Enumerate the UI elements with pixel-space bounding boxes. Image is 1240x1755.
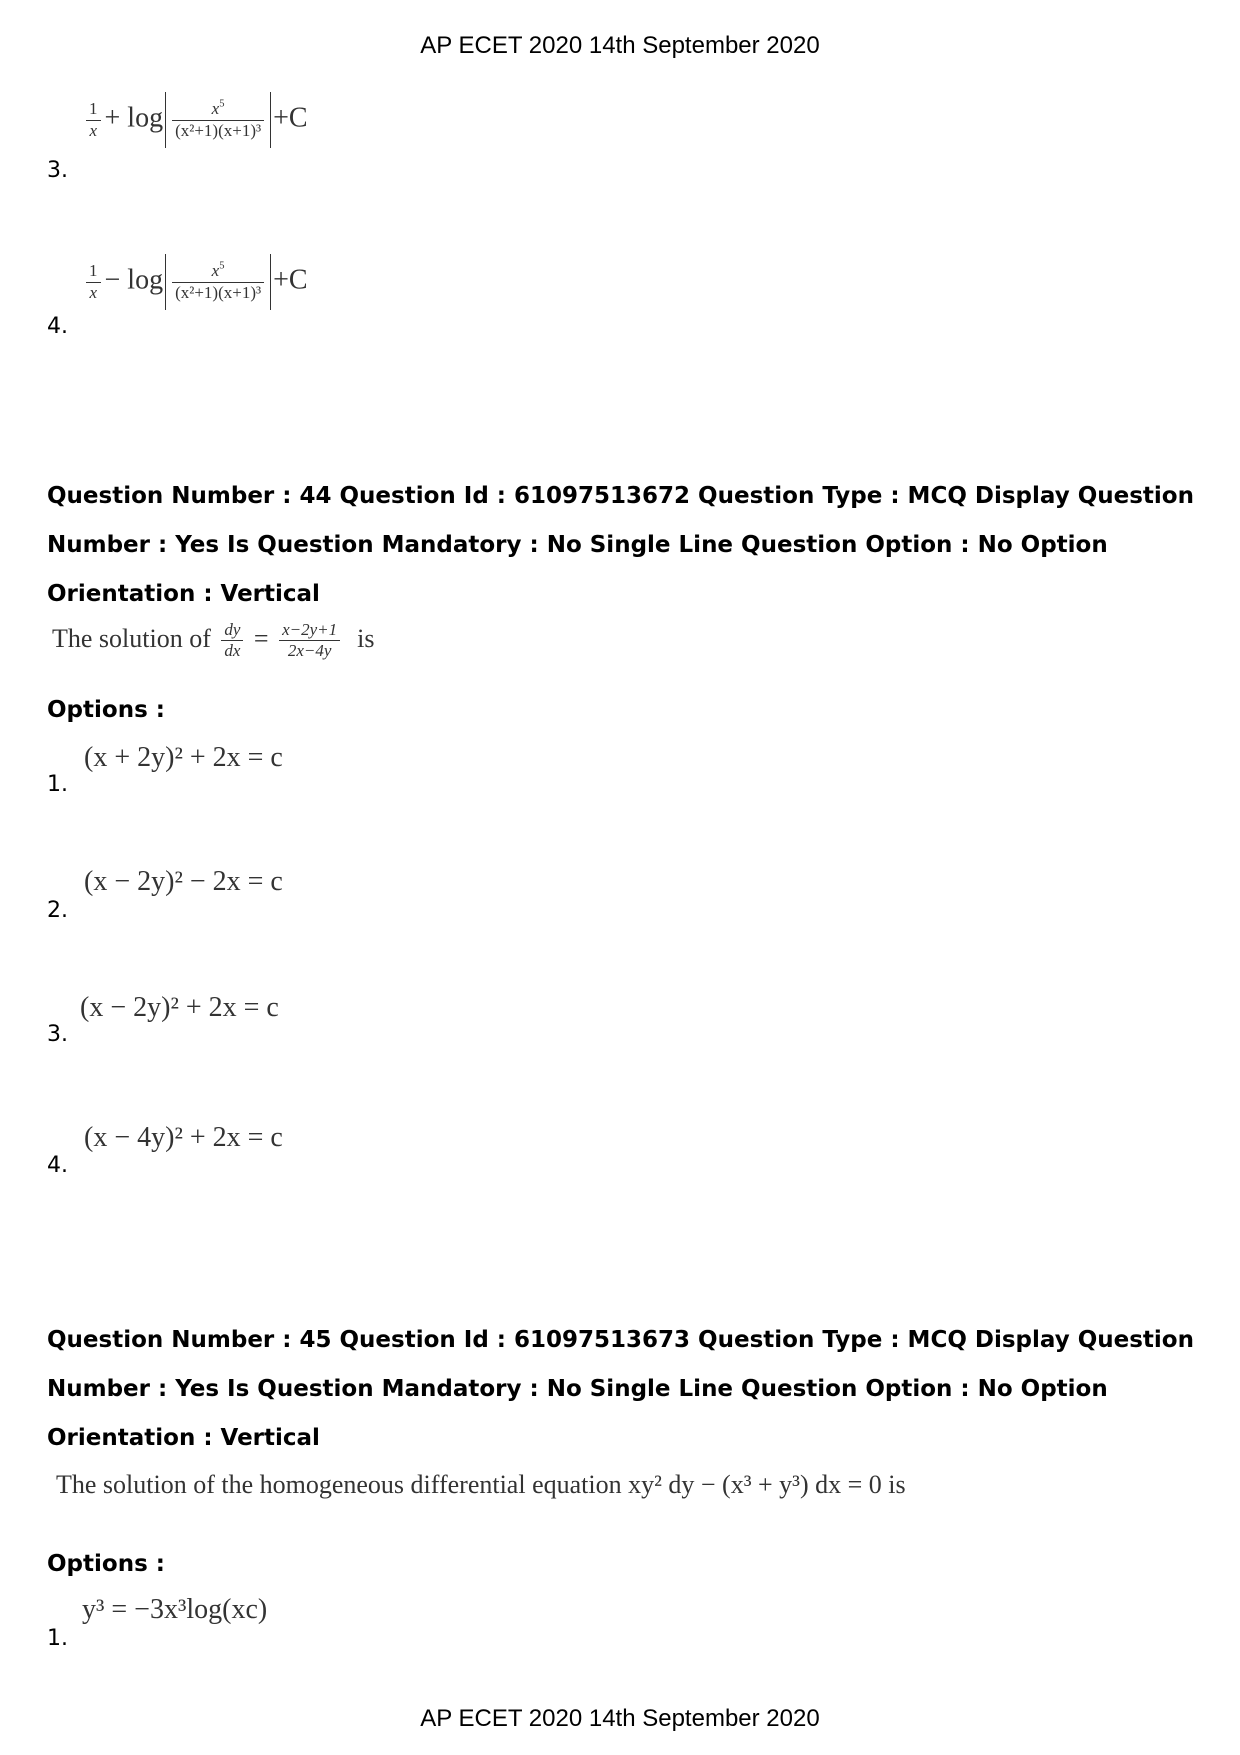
q45-option-1-formula[interactable]: y³ = −3x³log(xc) bbox=[82, 1594, 268, 1625]
q45-option-1-number: 1. bbox=[47, 1626, 68, 1651]
q44-option-3-formula[interactable]: (x − 2y)² + 2x = c bbox=[80, 992, 279, 1023]
q45-meta-line2: Number : Yes Is Question Mandatory : No Single Line Question Option : No Option bbox=[47, 1376, 1108, 1402]
q44-option-1-formula[interactable]: (x + 2y)² + 2x = c bbox=[84, 742, 283, 773]
page-footer: AP ECET 2020 14th September 2020 bbox=[420, 1705, 820, 1732]
prev-option-3-number: 3. bbox=[47, 158, 68, 183]
dy-dx-fraction: $\frac{dy}{dx}$ bbox=[221, 620, 243, 662]
q44-stem: The solution of $\frac{dy}{dx}$ = $\frac{x-2y+1}{2x-4y}$ is bbox=[52, 620, 375, 661]
q45-meta bbox=[47, 1316, 1197, 1463]
lead-fraction: $\frac{1}{x}$ bbox=[86, 99, 101, 141]
q44-meta bbox=[47, 472, 1197, 619]
log-fraction: $\frac{x^5}{\text{(x²+1)(x+1)³}}$ bbox=[172, 99, 264, 141]
q44-option-4-number: 4. bbox=[47, 1153, 68, 1178]
q44-options-label: Options : bbox=[47, 697, 165, 723]
q44-option-3-number: 3. bbox=[47, 1022, 68, 1047]
prev-option-4-number: 4. bbox=[47, 314, 68, 339]
q45-options-label: Options : bbox=[47, 1551, 165, 1577]
q44-option-2-formula[interactable]: (x − 2y)² − 2x = c bbox=[84, 866, 283, 897]
q45-stem: The solution of the homogeneous differential equation xy² dy − (x³ + y³) dx = 0 is bbox=[56, 1470, 906, 1499]
prev-option-4-formula: $\frac{1}{x}$ − log $\frac{x^5}{\text{(x²+1)(x+1)³}}$ +C bbox=[82, 254, 308, 310]
q44-meta-line1: Question Number : 44 Question Id : 61097513672 Question Type : MCQ Display Question bbox=[47, 483, 1194, 509]
page-header: AP ECET 2020 14th September 2020 bbox=[420, 32, 820, 59]
q44-option-1-number: 1. bbox=[47, 772, 68, 797]
q45-meta-line3: Orientation : Vertical bbox=[47, 1425, 320, 1451]
q44-meta-line2: Number : Yes Is Question Mandatory : No Single Line Question Option : No Option bbox=[47, 532, 1108, 558]
lead-fraction: $\frac{1}{x}$ bbox=[86, 261, 101, 303]
prev-option-3-formula: $\frac{1}{x}$ + log $\frac{x^5}{\text{(x²+1)(x+1)³}}$ +C bbox=[82, 92, 308, 148]
rhs-fraction: $\frac{x-2y+1}{2x-4y}$ bbox=[279, 620, 340, 662]
q45-meta-line1: Question Number : 45 Question Id : 61097513673 Question Type : MCQ Display Question bbox=[47, 1327, 1194, 1353]
log-fraction: $\frac{x^5}{\text{(x²+1)(x+1)³}}$ bbox=[172, 261, 264, 303]
q44-option-4-formula[interactable]: (x − 4y)² + 2x = c bbox=[84, 1122, 283, 1153]
q44-option-2-number: 2. bbox=[47, 898, 68, 923]
q44-meta-line3: Orientation : Vertical bbox=[47, 581, 320, 607]
